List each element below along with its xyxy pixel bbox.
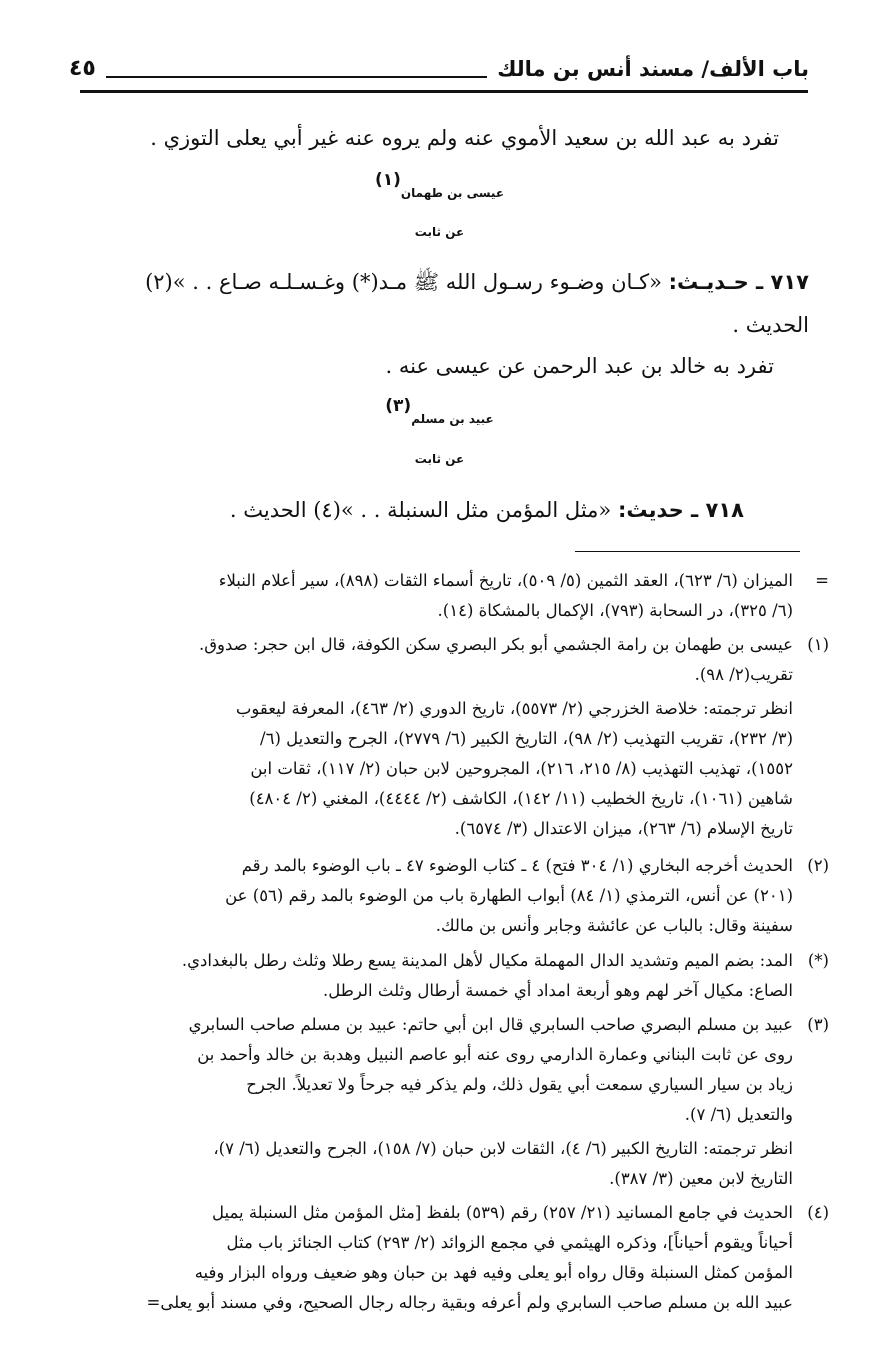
footnote-body	[89, 1134, 793, 1194]
hadith-number: ٧١٧ ـ حـديـث:	[668, 270, 809, 294]
footnote-1-sources	[89, 694, 829, 844]
footnote-2	[89, 851, 829, 941]
footnote-mark: (١)	[807, 635, 829, 654]
footnote-line: روى عن ثابت البناني وعمارة الدارمي روى عنه أبو عاصم النبيل وهدبة بن خالد وأحمد بن	[197, 1045, 793, 1064]
footnote-line: عيسى بن طهمان بن رامة الجشمي أبو بكر البصري سكن الكوفة، قال ابن حجر: صدوق.	[198, 635, 793, 654]
header-rule	[80, 90, 808, 93]
footnote-line: سفينة وقال: بالباب عن عائشة وجابر وأنس بن مالك.	[435, 916, 793, 935]
footnote-line: الحديث في جامع المسانيد (٢١/ ٢٥٧) رقم (٥٣٩) بلفظ [مثل المؤمن مثل السنبلة يميل	[211, 1203, 793, 1222]
footnote-line: والتعديل (٦/ ٧).	[684, 1105, 793, 1124]
footnote-4	[89, 1198, 829, 1318]
footnote-1	[89, 630, 829, 690]
footnote-mark: (٣)	[807, 1015, 829, 1034]
hadith-entry	[145, 272, 809, 293]
footnote-line: الصاع: مكيال آخر لهم وهو أربعة امداد أي خمسة أرطال وثلث الرطل.	[323, 981, 793, 1000]
footnote-line: زياد بن سيار السياري سمعت أبي يقول ذلك، ولم يذكر فيه جرحاً ولا تعديلاً. الجرح	[246, 1075, 793, 1094]
footnote-continuation	[89, 566, 829, 626]
running-header	[69, 52, 809, 88]
footnote-line: الميزان (٦/ ٦٢٣)، العقد الثمين (٥/ ٥٠٩)، تاريخ أسماء الثقات (٨٩٨)، سير أعلام النبلاء	[218, 571, 793, 590]
footnote-line: (٢٠١) عن أنس، الترمذي (١/ ٨٤) أبواب الطهارة باب من الوضوء بالمد رقم (٥٦) عن	[225, 886, 793, 905]
heading-name: عيسى بن طهمان	[400, 186, 505, 200]
text-line: تفرد به عبد الله بن سعيد الأموي عنه ولم يروه عنه غير أبي يعلى التوزي .	[150, 126, 779, 150]
footnote-line: المؤمن كمثل السنبلة وقال رواه أبو يعلى وفيه فهد بن حبان وهو ضعيف ورواه البزار وفيه	[194, 1263, 793, 1282]
footnote-line: عبيد الله بن مسلم صاحب السابري ولم أعرفه وبقية رجاله رجال الصحيح، وفي مسند أبو يعلى=	[146, 1293, 793, 1312]
footnote-body	[89, 694, 793, 844]
footnote-line: ١٥٥٢)، تهذيب التهذيب (٨/ ٢١٥، ٢١٦)، المجروحين لابن حبان (٢/ ١١٧)، ثقات ابن	[250, 759, 793, 778]
hadith-text: «مثل المؤمن مثل السنبلة . . »(٤) الحديث .	[229, 498, 612, 522]
footnote-line: أحياناً ويقوم أحياناً]، وذكره الهيثمي في مجمع الزوائد (٢/ ٢٩٣) كتاب الجنائز باب مثل	[226, 1233, 793, 1252]
hadith-continuation: الحديث .	[732, 313, 809, 337]
footnote-line: انظر ترجمته: التاريخ الكبير (٦/ ٤)، الثقات لابن حبان (٧/ ١٥٨)، الجرح والتعديل (٦/ ٧)،	[213, 1139, 793, 1158]
footnote-mark: (*)	[807, 951, 829, 970]
footnote-3	[89, 1010, 829, 1130]
footnote-line: المد: بضم الميم وتشديد الدال المهملة مكيال لأهل المدينة يسع رطلا وثلث رطل بالبغدادي.	[181, 951, 793, 970]
footnote-line: شاهين (١٠٦١)، تاريخ الخطيب (١١/ ١٤٢)، الكاشف (٢/ ٤٤٤٤)، المغني (٢/ ٤٨٠٤)	[249, 789, 793, 808]
footnote-mark: =	[815, 571, 829, 590]
footnote-line: (٣/ ٢٣٢)، تقريب التهذيب (٢/ ٩٨)، التاريخ الكبير (٦/ ٢٧٧٩)، الجرح والتعديل (٦/	[260, 729, 793, 748]
footnote-ref: (١)	[374, 170, 401, 190]
footnote-body	[89, 1010, 793, 1130]
footnote-ref: (٣)	[385, 396, 412, 416]
hadith-entry	[230, 500, 744, 521]
footnote-mark: (٤)	[807, 1203, 829, 1222]
text-line: تفرد به خالد بن عبد الرحمن عن عيسى عنه .	[385, 354, 774, 378]
footnote-line: تاريخ الإسلام (٦/ ٢٦٣)، ميزان الاعتدال (٣/ ٦٥٧٤).	[454, 819, 793, 838]
footnote-body	[89, 1198, 793, 1318]
section-heading	[0, 172, 879, 199]
header-line	[106, 76, 487, 78]
footnote-line: الحديث أخرجه البخاري (١/ ٣٠٤ فتح) ٤ ـ كتاب الوضوء ٤٧ ـ باب الوضوء بالمد رقم	[241, 856, 793, 875]
footnote-body	[89, 566, 793, 626]
footnote-mark: (٢)	[807, 856, 829, 875]
footnote-body	[89, 946, 793, 1006]
footnote-3-sources	[89, 1134, 829, 1194]
sub-heading: عن ثابت	[414, 225, 465, 239]
page-number: ٤٥	[69, 56, 96, 81]
footnote-body	[89, 851, 793, 941]
hadith-number: ٧١٨ ـ حديث:	[617, 498, 744, 522]
sub-heading: عن ثابت	[414, 452, 465, 466]
footnote-asterisk	[89, 946, 829, 1006]
footnote-line: عبيد بن مسلم البصري صاحب السابري قال ابن أبي حاتم: عبيد بن مسلم صاحب السابري	[188, 1015, 793, 1034]
footnote-line: انظر ترجمته: خلاصة الخزرجي (٢/ ٥٥٧٣)، تاريخ الدوري (٢/ ٤٦٣)، المعرفة ليعقوب	[235, 699, 793, 718]
section-heading	[0, 398, 879, 425]
footnote-line: التاريخ لابن معين (٣/ ٣٨٧).	[609, 1169, 793, 1188]
footnote-separator	[575, 551, 800, 552]
footnote-line: تقريب(٢/ ٩٨).	[694, 665, 793, 684]
chapter-title: باب الألف/ مسند أنس بن مالك	[497, 57, 809, 81]
footnote-line: (٦/ ٣٢٥)، در السحابة (٧٩٣)، الإكمال بالمشكاة (١٤).	[437, 601, 793, 620]
heading-name: عبيد بن مسلم	[411, 412, 494, 426]
hadith-text: «كـان وضـوء رسـول الله ﷺ مـد(*) وغـسـلـه صـاع . . »(٢)	[145, 270, 662, 294]
footnote-body	[89, 630, 793, 690]
